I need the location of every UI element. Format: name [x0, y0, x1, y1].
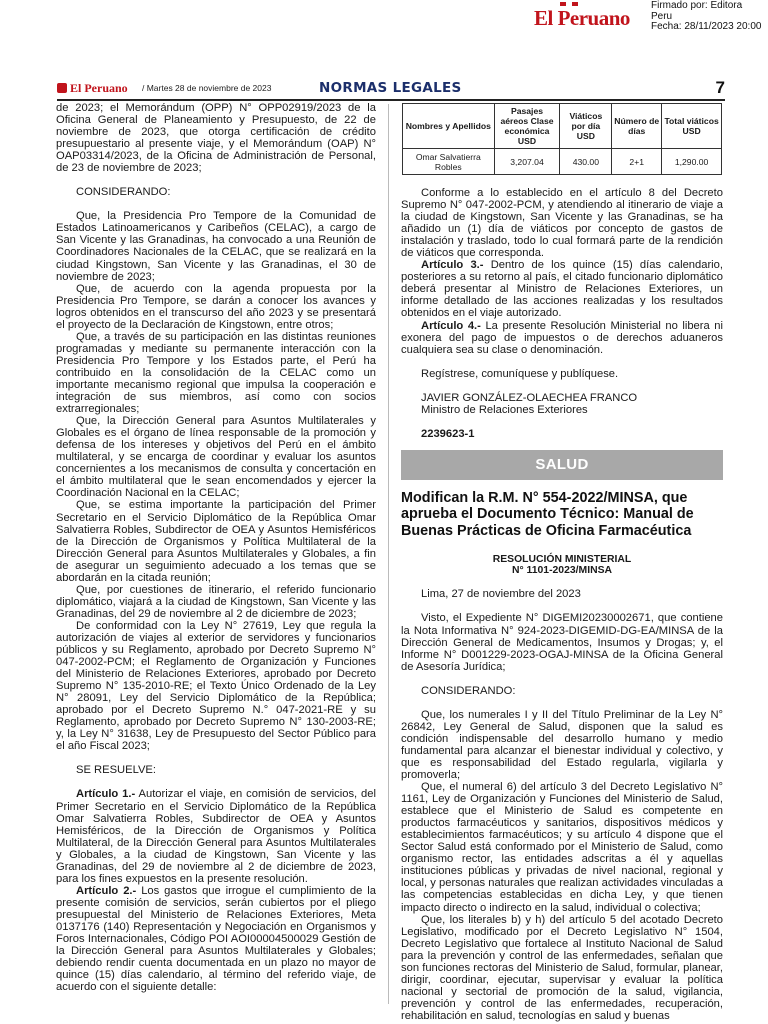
newspaper-logo: El Peruano	[534, 6, 630, 31]
place-date: Lima, 27 de noviembre del 2023	[421, 588, 581, 601]
article-2: Artículo 2.- Los gastos que irrogue el cumplimiento de la presente comisión de servicios, serán cubiertos por el pliego presupuestal del Ministerio de Relaciones Exteriores, Meta 0137176 (140) Representación y Negociación en Organismos y Foros Internacionales, Código POI AOI00004500029 Gestión de la Dirección General para Asuntos Multilaterales y Globales; debiendo rendir cuenta documentada en un plazo no mayor de quince (15) días calendario, al término del referido viaje, de acuerdo con el siguiente detalle:	[56, 884, 376, 994]
table-header: Pasajes aéreos Clase económica USD	[494, 104, 560, 149]
section-band: SALUD	[401, 450, 723, 480]
closing-formula: Regístrese, comuníquese y publíquese.	[421, 367, 619, 380]
table-header: Nombres y Apellidos	[403, 104, 495, 149]
publication-code: 2239623-1	[421, 427, 475, 440]
signer-title: Ministro de Relaciones Exteriores	[421, 403, 588, 416]
issue-date: / Martes 28 de noviembre de 2023	[142, 83, 272, 93]
travel-expenses-table	[402, 103, 722, 175]
considerando-heading: CONSIDERANDO:	[76, 186, 171, 199]
header-rule	[57, 99, 725, 101]
table-cell: Omar Salvatierra Robles	[403, 149, 495, 175]
norm-headline: Modifican la R.M. N° 554-2022/MINSA, que aprueba el Documento Técnico: Manual de Buenas Prácticas de Oficina Farmacéutica	[401, 489, 694, 540]
resuelve-heading: SE RESUELVE:	[76, 764, 156, 777]
left-column	[56, 102, 376, 993]
paragraph: De conformidad con la Ley N° 27619, Ley que regula la autorización de viajes al exterior de servidores y funcionarios públicos y su Reglamento, aprobado por Decreto Supremo N° 047-2002-PCM; el Reglamento de Organización y Funciones del Ministerio de Relaciones Exteriores, aprobado por Decreto Supremo N° 135-2010-RE; el Texto Único Ordenado de la Ley N° 28091, Ley del Servicio Diplomático de la República; aprobado por el Decreto Supremo N.° 047-2021-RE y su Reglamento, aprobado por Decreto Supremo N° 130-2003-RE; y, la Ley N° 31638, Ley de Presupuesto del Sector Público para el año Fiscal 2023;	[56, 619, 376, 753]
paragraph: Que, de acuerdo con la agenda propuesta por la Presidencia Pro Tempore, se darán a conocer los avances y logros obtenidos en el transcurso del año 2023 y se presentará el proyecto de la Declaración de Kingstown, entre otros;	[56, 282, 376, 331]
paragraph: de 2023; el Memorándum (OPP) N° OPP02919/2023 de la Oficina General de Planeamiento y Presupuesto, de 22 de noviembre de 2023, que otorga certificación de crédito presupuestario al presente viaje, y el Memorándum (OAP) N° OAP03314/2023, de la Oficina de Administración de Personal, de 23 de noviembre de 2023;	[56, 102, 376, 175]
visto-paragraph: Visto, el Expediente N° DIGEMI20230002671, que contiene la Nota Informativa N° 924-2023-DIGEMID-DG-EA/MINSA de la Dirección General de Medicamentos, Insumos y Drogas; y, el Informe N° D001229-2023-OGAJ-MINSA de la Oficina General de Asesoría Jurídica;	[401, 612, 723, 673]
running-header	[57, 80, 725, 100]
column-divider	[388, 104, 389, 1004]
right-column	[401, 103, 723, 1022]
paragraph: Que, los literales b) y h) del artículo 5 del acotado Decreto Legislativo, modificado por el Decreto Legislativo N° 1504, Decreto Legislativo que fortalece al Instituto Nacional de Salud para la prevención y control de las enfermedades, señalan que son funciones rectoras del Ministerio de Salud, formular, planear, dirigir, coordinar, ejecutar, supervisar y evaluar la política nacional y sectorial de promoción de la salud, vigilancia, prevención y control de las enfermedades, recuperación, rehabilitación en salud, tecnologías en salud y buenas	[401, 913, 723, 1022]
table-cell: 430.00	[560, 149, 612, 175]
article-1: Artículo 1.- Autorizar el viaje, en comisión de servicios, del Primer Secretario en el Servicio Diplomático de la República Omar Salvatierra Robles, Subdirector de OEA y Asuntos Hemisféricos, de la Dirección de Organismos y Política Multilateral, de la Dirección General para Asuntos Multilaterales y Globales, a la ciudad de Kingstown, San Vicente y las Granadinas, del 29 de noviembre al 2 de diciembre de 2023, para los fines expuestos en la presente resolución.	[56, 788, 376, 885]
paragraph: Que, por cuestiones de itinerario, el referido funcionario diplomático, viajará a la ciudad de Kingstown, San Vicente y las Granadinas, del 29 de noviembre al 2 de diciembre de 2023;	[56, 583, 376, 620]
article-4: Artículo 4.- La presente Resolución Ministerial no libera ni exonera del pago de impuestos o de derechos aduaneros cualquiera sea su clase o denominación.	[401, 319, 723, 356]
paragraph: Que, se estima importante la participación del Primer Secretario en el Servicio Diplomático de la República Omar Salvatierra Robles, Subdirector de OEA y Asuntos Hemisféricos de la Dirección de Organismos y Política Multilateral de la Dirección General para Asuntos Multilaterales y Globales, a fin de asegurar un seguimiento adecuado a los temas que se abordarán en la citada reunión;	[56, 499, 376, 584]
header-logo: El Peruano	[57, 81, 128, 96]
table-row	[403, 149, 722, 175]
table-cell: 1,290.00	[662, 149, 722, 175]
table-header: Número de días	[612, 104, 662, 149]
paragraph: Que, el numeral 6) del artículo 3 del Decreto Legislativo N° 1161, Ley de Organización y Funciones del Ministerio de Salud, establece que el Ministerio de Salud es competente en productos farmacéuticos y sanitarios, dispositivos médicos y establecimientos farmacéuticos; y su artículo 4 dispone que el Sector Salud está conformado por el Ministerio de Salud, como organismo rector, las entidades adscritas a él y aquellas instituciones públicas y privadas de nivel nacional, regional y local, y personas naturales que realizan actividades vinculadas a las competencias establecidas en dicha Ley, y que tienen impacto directo o indirecto en la salud, individual o colectiva;	[401, 781, 723, 914]
table-header: Total viáticos USD	[662, 104, 722, 149]
paragraph: Que, a través de su participación en las distintas reuniones programadas y mediante su permanente interacción con la Presidencia Pro Tempore y los Estados parte, el Perú ha contribuido en la consolidación de la CELAC como un importante mecanismo regional que impulsa la cooperación e integración de sus miembros, así como con socios extrarregionales;	[56, 330, 376, 416]
signer-name: JAVIER GONZÁLEZ-OLAECHEA FRANCO	[421, 391, 638, 404]
flag-icon	[560, 2, 578, 6]
paragraph: Que, la Dirección General para Asuntos Multilaterales y Globales es el órgano de línea responsable de la promoción y defensa de los intereses y objetivos del Perú en el ámbito multilateral, y se encarga de coordinar y evaluar los asuntos concernientes a los mecanismos de consulta y concertación en el ámbito multilateral que le sean encomendados y ejercer la Coordinación Nacional en la CELAC;	[56, 415, 376, 500]
paragraph: Que, los numerales I y II del Título Preliminar de la Ley N° 26842, Ley General de Salud, disponen que la salud es condición indispensable del desarrollo humano y medio fundamental para alcanzar el bienestar individual y colectivo, y que es responsabilidad del Estado regularla, vigilarla y promoverla;	[401, 708, 723, 781]
emblem-icon	[57, 83, 67, 93]
page-number: 7	[715, 78, 725, 97]
article-3: Artículo 3.- Dentro de los quince (15) días calendario, posteriores a su retorno al país, el citado funcionario diplomático deberá presentar al Ministro de Relaciones Exteriores, un informe detallado de las acciones realizadas y los resultados obtenidos en el viaje autorizado.	[401, 259, 723, 320]
table-cell: 2+1	[612, 149, 662, 175]
considerando-heading: CONSIDERANDO:	[421, 684, 516, 697]
table-cell: 3,207.04	[494, 149, 560, 175]
resolution-title: RESOLUCIÓN MINISTERIAL N° 1101-2023/MINSA	[492, 553, 632, 577]
signature-banner	[0, 0, 768, 40]
table-header: Viáticos por día USD	[560, 104, 612, 149]
paragraph: Que, la Presidencia Pro Tempore de la Comunidad de Estados Latinoamericanos y Caribeños (CELAC), a cargo de San Vicente y las Granadinas, ha convocado a una Reunión de Coordinadores Nacionales de la CELAC, que se realizará en la ciudad Kingstown, San Vicente y las Granadinas, el 30 de noviembre de 2023;	[56, 210, 376, 283]
paragraph: Conforme a lo establecido en el artículo 8 del Decreto Supremo N° 047-2002-PCM, y atendiendo al itinerario de viaje a la ciudad de Kingstown, San Vicente y las Granadinas, se ha añadido un (1) día de viáticos por concepto de gastos de instalación y traslado, todo lo cual formará parte de la rendición de viáticos que corresponda.	[401, 187, 723, 260]
digital-signature: Firmado por: Editora Peru Fecha: 28/11/2023 20:00	[651, 0, 762, 32]
table-header-row	[403, 104, 722, 149]
section-title: NORMAS LEGALES	[319, 80, 462, 96]
